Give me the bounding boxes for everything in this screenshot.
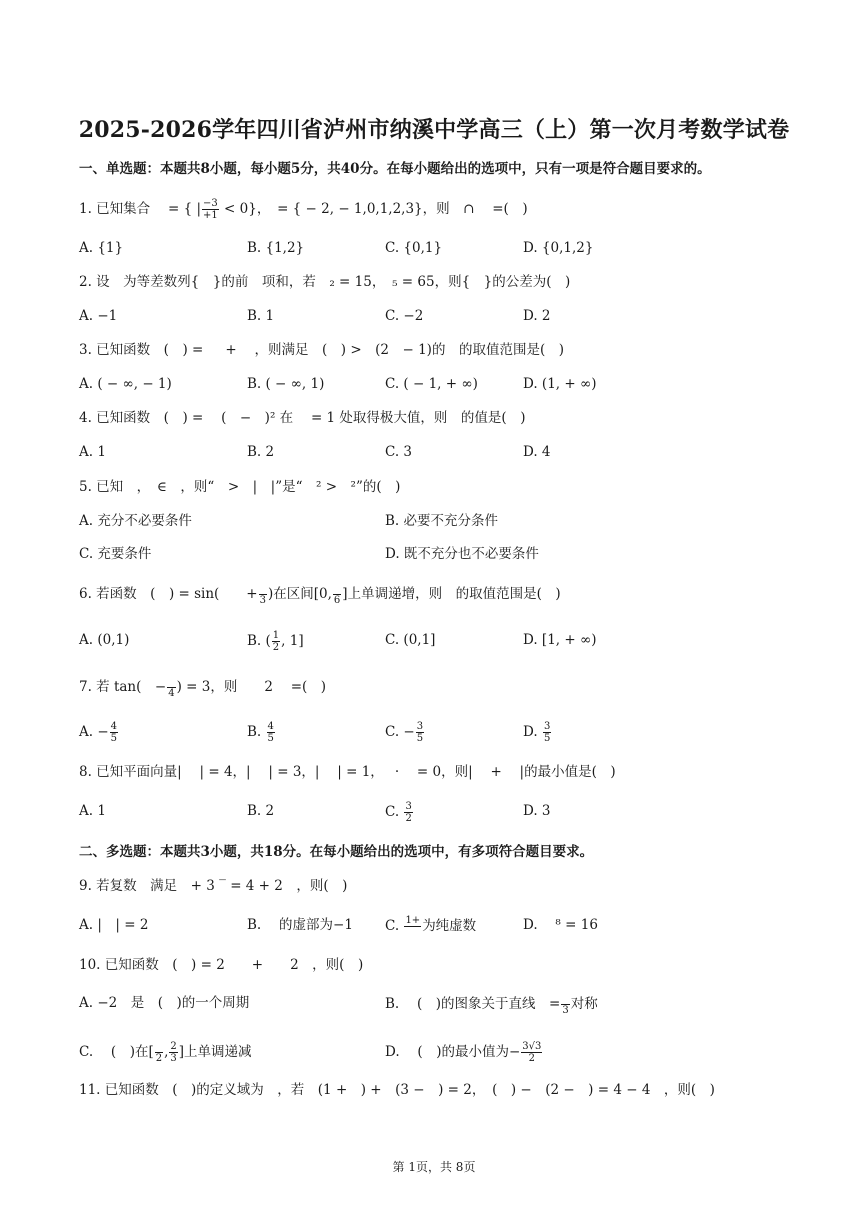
q6-frac2-num xyxy=(333,583,341,595)
q1-text-b: < 0}， = { − 2, − 1,0,1,2,3}，则 ∩ =( ) xyxy=(219,201,528,217)
q10-optc-fraction-2 xyxy=(169,1041,177,1064)
q10-optb-a: B. ( )的图象关于直线 = xyxy=(385,996,561,1012)
q6-optb-den: 2 xyxy=(272,642,280,653)
q8-option-d[interactable]: D. 3 xyxy=(523,803,551,819)
q10-optc-den2: 3 xyxy=(170,1053,177,1064)
q10-optc-fraction-1 xyxy=(155,1041,163,1064)
page-footer: 第 1页，共 8页 xyxy=(392,1160,476,1174)
exam-title: 2025-2026学年四川省泸州市纳溪中学高三（上）第一次月考数学试卷 xyxy=(78,117,790,143)
q10-optd-a: D. ( )的最小值为− xyxy=(385,1044,521,1060)
q2-option-a[interactable]: A. −1 xyxy=(79,308,118,324)
q7-option-d[interactable] xyxy=(523,721,552,744)
q3-option-b[interactable]: B. ( − ∞, 1) xyxy=(247,376,325,392)
q7-opta-den: 5 xyxy=(110,733,118,744)
question-6 xyxy=(79,583,561,606)
q1-option-d[interactable]: D. {0,1,2} xyxy=(523,240,594,256)
q8-optc-fraction xyxy=(404,801,412,824)
q6-frac1-num xyxy=(259,583,267,595)
q1-option-a[interactable]: A. {1} xyxy=(79,240,124,256)
q6-frac2-den: 6 xyxy=(333,595,341,606)
q4-option-b[interactable]: B. 2 xyxy=(247,444,275,460)
q10-option-d[interactable] xyxy=(385,1041,543,1064)
q7-optd-den: 5 xyxy=(543,733,551,744)
q6-optb-b: , 1] xyxy=(281,633,304,649)
q7-optc-fraction xyxy=(416,721,424,744)
question-8: 8. 已知平面向量| | = 4，| | = 3，| | = 1， · = 0，则| + |的最小值是( ) xyxy=(79,764,616,780)
q6-frac1-den: 3 xyxy=(259,595,266,606)
q6-fraction-2 xyxy=(333,583,341,606)
section-multiple-choice: 二、多选题：本题共3小题，共18分。在每小题给出的选项中，有多项符合题目要求。 xyxy=(79,844,594,860)
q9-option-b[interactable]: B. 的虚部为−1 xyxy=(247,917,353,933)
question-10: 10. 已知函数 ( ) = 2 + 2 ，则( ) xyxy=(79,957,364,973)
q3-option-d[interactable]: D. (1, + ∞) xyxy=(523,376,597,392)
q5-option-b[interactable]: B. 必要不充分条件 xyxy=(385,513,499,529)
q4-option-a[interactable]: A. 1 xyxy=(79,444,106,460)
q2-option-d[interactable]: D. 2 xyxy=(523,308,551,324)
q9-option-d[interactable]: D. ⁸ = 16 xyxy=(523,917,598,933)
question-2: 2. 设 为等差数列{ }的前 项和，若 ₂ = 15， ₅ = 65，则{ }的公差为( ) xyxy=(79,274,571,290)
q9-optc-num: 1+ xyxy=(405,915,421,926)
q6-option-c[interactable]: C. (0,1] xyxy=(385,632,436,648)
q6-fraction-1 xyxy=(259,583,267,606)
q2-option-c[interactable]: C. −2 xyxy=(385,308,424,324)
question-11: 11. 已知函数 ( )的定义域为 ，若 (1 + ) + (3 − ) = 2， ( ) − (2 − ) = 4 − 4 ，则( ) xyxy=(79,1082,715,1098)
q7-opta-fraction xyxy=(110,721,118,744)
q9-optc-den xyxy=(404,927,421,938)
q7-optc-num: 3 xyxy=(416,721,424,732)
q10-optb-den: 3 xyxy=(562,1005,569,1016)
q10-optd-fraction xyxy=(521,1041,542,1064)
q10-option-b[interactable] xyxy=(385,993,598,1016)
q6-option-d[interactable]: D. [1, + ∞) xyxy=(523,632,597,648)
q6-text-a: 6. 若函数 ( ) = sin( + xyxy=(79,586,258,602)
q10-optc-num2: 2 xyxy=(170,1041,177,1052)
q10-option-a[interactable]: A. −2 是 ( )的一个周期 xyxy=(79,995,250,1011)
q1-frac-den: +1 xyxy=(203,210,218,221)
q5-option-a[interactable]: A. 充分不必要条件 xyxy=(79,513,192,529)
q10-optb-fraction xyxy=(561,993,569,1016)
q6-optb-fraction xyxy=(272,630,280,653)
q6-text-c: ]上单调递增，则 的取值范围是( ) xyxy=(342,586,561,602)
q8-option-c[interactable] xyxy=(385,801,414,824)
q5-option-c[interactable]: C. 充要条件 xyxy=(79,546,152,562)
q7-fraction xyxy=(167,676,175,699)
q10-optc-den1: 2 xyxy=(155,1053,163,1064)
q9-optc-prefix: C. xyxy=(385,918,404,934)
q6-text-b: )在区间[0, xyxy=(268,586,332,602)
q7-optd-fraction xyxy=(543,721,551,744)
q4-option-c[interactable]: C. 3 xyxy=(385,444,413,460)
question-7 xyxy=(79,676,326,699)
q1-frac-num: −3 xyxy=(203,198,218,209)
question-5: 5. 已知 ， ∈ ，则“ > | |”是“ ² > ²”的( ) xyxy=(79,479,401,495)
section-single-choice: 一、单选题：本题共8小题，每小题5分，共40分。在每小题给出的选项中，只有一项是符合题目要求的。 xyxy=(79,161,711,177)
q6-optb-num: 1 xyxy=(272,630,280,641)
q9-optc-fraction xyxy=(404,915,421,938)
q10-option-c[interactable] xyxy=(79,1041,252,1064)
q7-optb-num: 4 xyxy=(267,721,274,732)
q10-optd-num: 3√3 xyxy=(522,1041,542,1052)
q10-optc-a: C. ( )在[ xyxy=(79,1044,154,1060)
q9-optc-suffix: 为纯虚数 xyxy=(422,918,477,934)
q7-text-a: 7. 若 tan( − xyxy=(79,679,167,695)
q7-option-c[interactable] xyxy=(385,721,425,744)
q8-option-b[interactable]: B. 2 xyxy=(247,803,275,819)
q10-optc-b: ]上单调递减 xyxy=(178,1044,252,1060)
question-9: 9. 若复数 满足 + 3 ‾ = 4 + 2 ，则( ) xyxy=(79,878,348,894)
q7-opta-prefix: A. − xyxy=(79,724,109,740)
q7-frac-num xyxy=(167,676,175,688)
q7-optb-den: 5 xyxy=(267,733,274,744)
q10-optc-num1 xyxy=(155,1041,163,1053)
q9-option-a[interactable]: A. | | = 2 xyxy=(79,917,149,933)
q6-option-b[interactable] xyxy=(247,630,304,653)
q7-option-b[interactable] xyxy=(247,721,276,744)
q7-optb-prefix: B. xyxy=(247,724,266,740)
q2-option-b[interactable]: B. 1 xyxy=(247,308,275,324)
q8-optc-den: 2 xyxy=(405,813,412,824)
q3-option-c[interactable]: C. ( − 1, + ∞) xyxy=(385,376,478,392)
q3-option-a[interactable]: A. ( − ∞, − 1) xyxy=(79,376,172,392)
q7-opta-num: 4 xyxy=(110,721,118,732)
q8-optc-num: 3 xyxy=(405,801,412,812)
question-3: 3. 已知函数 ( ) = + ，则满足 ( ) > (2 − 1)的 的取值范围是( ) xyxy=(79,342,564,358)
q10-optb-num xyxy=(561,993,569,1005)
q7-optc-den: 5 xyxy=(416,733,424,744)
q1-option-b[interactable]: B. {1,2} xyxy=(247,240,305,256)
q7-optd-prefix: D. xyxy=(523,724,542,740)
q10-optd-den: 2 xyxy=(528,1053,536,1064)
q1-option-c[interactable]: C. {0,1} xyxy=(385,240,443,256)
question-4: 4. 已知函数 ( ) = ( − )² 在 = 1 处取得极大值，则 的值是( ) xyxy=(79,410,526,426)
question-1 xyxy=(79,198,528,221)
q7-optd-num: 3 xyxy=(543,721,551,732)
q1-fraction xyxy=(202,198,219,221)
q7-text-b: ) = 3，则 2 =( ) xyxy=(176,679,327,695)
q6-optb-a: B. ( xyxy=(247,633,271,649)
q4-option-d[interactable]: D. 4 xyxy=(523,444,551,460)
q9-option-c[interactable] xyxy=(385,915,476,938)
q10-optc-mid: , xyxy=(164,1044,169,1060)
q1-text-a: 1. 已知集合 = { | xyxy=(79,201,201,217)
q7-optc-prefix: C. − xyxy=(385,724,415,740)
q5-option-d[interactable]: D. 既不充分也不必要条件 xyxy=(385,546,539,562)
q7-option-a[interactable] xyxy=(79,721,119,744)
q8-option-a[interactable]: A. 1 xyxy=(79,803,106,819)
q10-optb-b: 对称 xyxy=(570,996,598,1012)
q6-option-a[interactable]: A. (0,1) xyxy=(79,632,130,648)
q7-frac-den: 4 xyxy=(168,688,175,699)
q8-optc-prefix: C. xyxy=(385,804,404,820)
q7-optb-fraction xyxy=(267,721,275,744)
